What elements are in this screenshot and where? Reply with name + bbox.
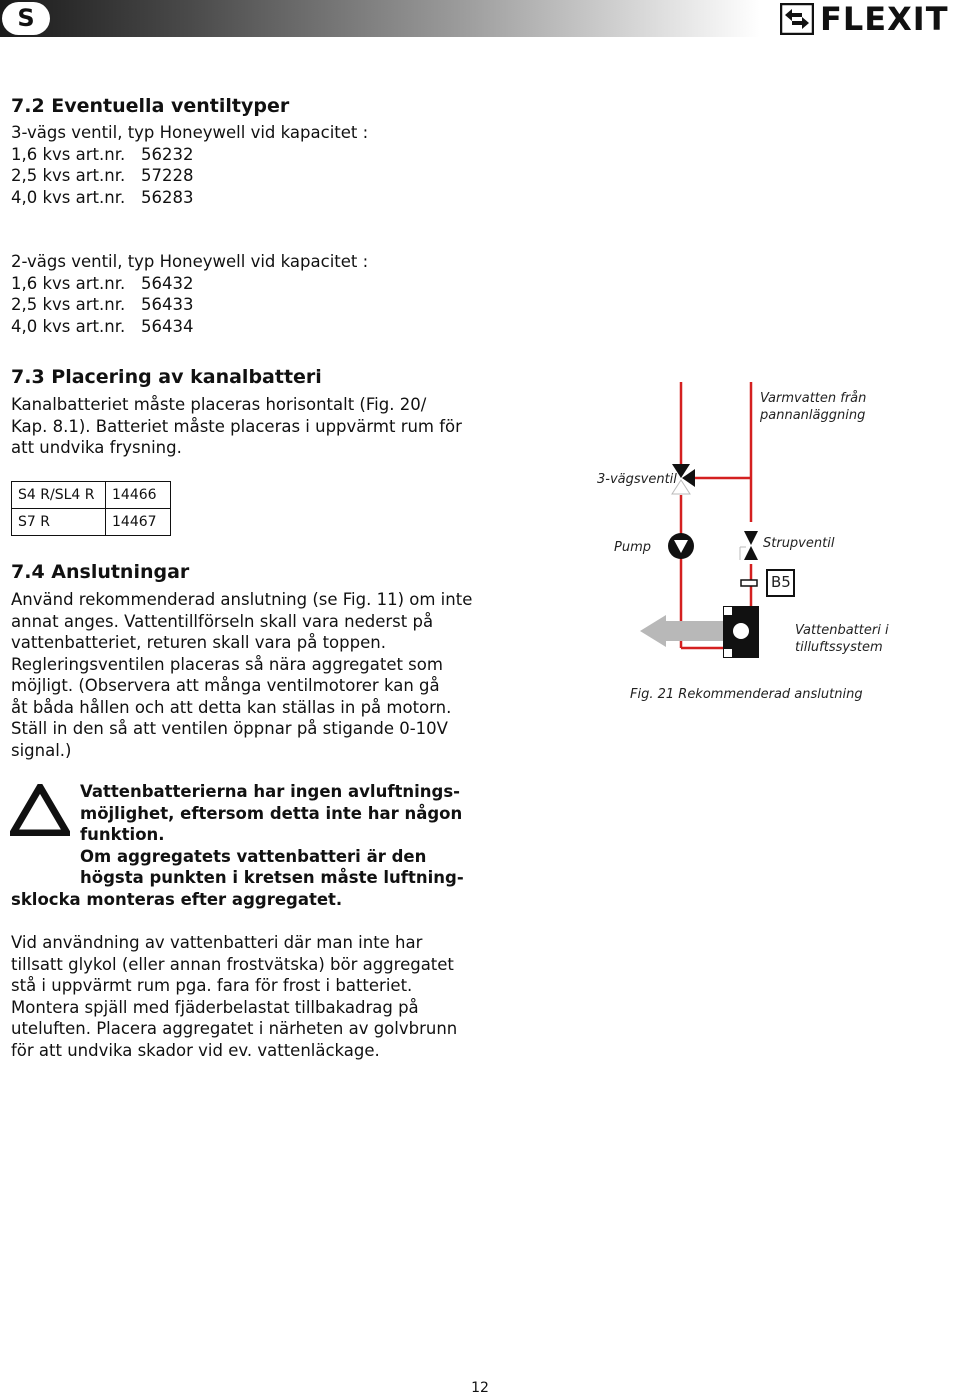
brand-name: FLEXIT <box>820 0 949 38</box>
b5-label: B5 <box>771 573 791 591</box>
header-bar <box>0 0 760 37</box>
warning-line: Om aggregatets vattenbatteri är den <box>80 846 427 866</box>
glykol-line: tillsatt glykol (eller annan frostvätska) bör aggregatet <box>11 954 454 974</box>
section-7-3 <box>11 365 461 459</box>
hot-water-label-2: pannanläggning <box>760 408 866 423</box>
two-way-row: 2,5 kvs art.nr. 56433 <box>11 295 194 314</box>
section-7-4-line: signal.) <box>11 740 72 760</box>
section-7-4-title: 7.4 Anslutningar <box>11 561 190 583</box>
three-way-row: 2,5 kvs art.nr. 57228 <box>11 166 194 185</box>
water-coil-label-1: Vattenbatteri i <box>795 623 889 638</box>
two-way-row: 4,0 kvs art.nr. 56434 <box>11 316 194 336</box>
figure-caption: Fig. 21 Rekommenderad anslutning <box>630 687 863 702</box>
water-coil-icon <box>723 606 759 658</box>
warning-text <box>11 781 464 910</box>
section-7-3-line: Kanalbatteriet måste placeras horisontalt (Fig. 20/ <box>11 395 427 414</box>
pump-icon <box>668 533 694 559</box>
section-7-4-line: möjligt. (Observera att många ventilmotorer kan gå <box>11 676 440 695</box>
language-badge: S <box>2 2 50 35</box>
model-cell: S7 R <box>12 509 106 536</box>
section-7-2 <box>11 94 461 337</box>
art-cell: 14466 <box>106 482 171 509</box>
warning-line: sklocka monteras efter aggregatet. <box>11 889 343 909</box>
glykol-paragraph <box>11 932 461 1061</box>
warning-line: möjlighet, eftersom detta inte har någon <box>80 803 463 823</box>
warning-line: högsta punkten i kretsen måste luftning- <box>80 868 464 887</box>
section-7-2-title: 7.2 Eventuella ventiltyper <box>11 95 290 117</box>
glykol-line: för att undvika skador vid ev. vattenläckage. <box>11 1040 380 1060</box>
table-row <box>12 509 171 536</box>
page-number: 12 <box>471 1380 489 1396</box>
section-7-4-line: Använd rekommenderad anslutning (se Fig. 11) om inte <box>11 590 473 609</box>
two-way-intro: 2-vägs ventil, typ Honeywell vid kapacitet : <box>11 252 369 271</box>
figure-21 <box>590 370 960 720</box>
section-7-3-title: 7.3 Placering av kanalbatteri <box>11 366 322 388</box>
three-way-row: 1,6 kvs art.nr. 56232 <box>11 144 194 164</box>
glykol-line: Vid användning av vattenbatteri där man inte har <box>11 933 423 952</box>
glykol-line: Montera spjäll med fjäderbelastat tillbakadrag på <box>11 997 419 1017</box>
two-way-row: 1,6 kvs art.nr. 56432 <box>11 273 194 293</box>
section-7-4 <box>11 560 473 761</box>
warning-line: funktion. <box>80 825 165 844</box>
throttle-valve-label: Strupventil <box>763 536 835 551</box>
section-7-4-line: vattenbatteriet, returen skall vara på toppen. <box>11 633 386 652</box>
section-7-4-line: Regleringsventilen placeras så nära aggregatet som <box>11 654 443 674</box>
three-way-valve-label: 3-vägsventil <box>597 472 677 487</box>
warning-line: Vattenbatterierna har ingen avluftnings- <box>80 782 461 801</box>
art-cell: 14467 <box>106 509 171 536</box>
glykol-line: stå i uppvärmt rum pga. fara för frost i batteriet. <box>11 976 413 995</box>
water-coil-label-2: tilluftssystem <box>795 640 883 655</box>
section-7-4-line: annat anges. Vattentillförseln skall vara nederst på <box>11 611 434 631</box>
section-7-3-line: Kap. 8.1). Batteriet måste placeras i uppvärmt rum för <box>11 416 462 436</box>
hot-water-label-1: Varmvatten från <box>760 391 867 406</box>
throttle-valve-icon <box>740 531 758 560</box>
table-row <box>12 482 171 509</box>
glykol-line: uteluften. Placera aggregatet i närheten av golvbrunn <box>11 1019 458 1038</box>
flexit-logo <box>780 2 949 36</box>
model-cell: S4 R/SL4 R <box>12 482 106 509</box>
three-way-intro: 3-vägs ventil, typ Honeywell vid kapacitet : <box>11 123 369 142</box>
section-7-3-line: att undvika frysning. <box>11 438 182 457</box>
pump-label: Pump <box>614 540 651 555</box>
flexit-logo-icon <box>780 3 814 35</box>
section-7-4-line: åt båda hållen och att detta kan ställas in på motorn. <box>11 697 452 717</box>
model-table <box>11 481 171 536</box>
three-way-row: 4,0 kvs art.nr. 56283 <box>11 187 194 207</box>
section-7-4-line: Ställ in den så att ventilen öppnar på stigande 0-10V <box>11 719 448 738</box>
